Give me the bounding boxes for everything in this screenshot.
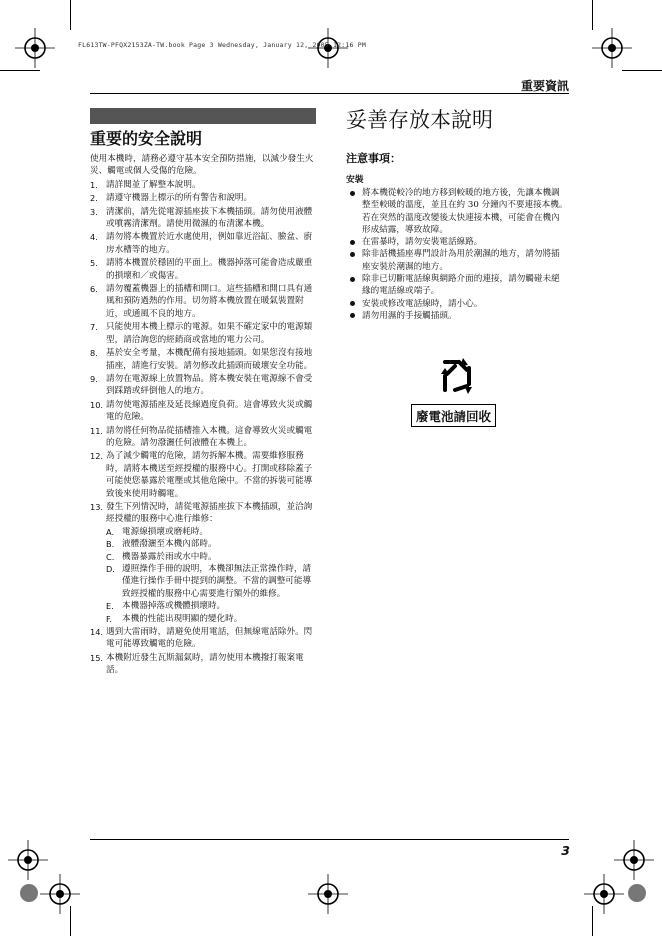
safety-item	[90, 283, 316, 320]
sub-item-letter: E.	[106, 601, 114, 612]
section-bar	[90, 108, 316, 124]
page-number: 3	[561, 843, 570, 858]
recycle-label: 廢電池請回收	[411, 404, 496, 427]
registration-mark-icon	[592, 28, 632, 68]
safety-item	[90, 206, 316, 231]
item-text: 請勿在電源線上放置物品。將本機安裝在電源線不會受到踩踏或絆倒他人的地方。	[106, 373, 313, 397]
install-list	[346, 187, 568, 322]
install-heading: 安裝	[346, 175, 364, 185]
item-text: 請詳閱並了解整本說明。	[106, 179, 201, 190]
header-rule	[90, 93, 569, 94]
item-text: 請勿覆蓋機器上的插槽和開口。這些插槽和開口具有通風和預防過熱的作用。切勿將本機放置在暖氣裝置附近，或通風不良的地方。	[106, 284, 313, 319]
safety-instructions-section	[90, 108, 316, 678]
item-number: 15.	[90, 652, 104, 663]
item-text: 遇到大雷雨時，請避免使用電話，但無線電話除外。閃電可能導致觸電的危險。	[106, 627, 313, 650]
safety-item	[90, 373, 316, 398]
safety-item	[90, 231, 316, 256]
crop-line	[622, 70, 662, 71]
sub-list	[106, 526, 316, 625]
safety-item	[90, 652, 316, 677]
intro-text: 使用本機時，請務必遵守基本安全預防措施，以減少發生火災、觸電或個人受傷的危險。	[90, 154, 314, 177]
battery-recycle-notice	[411, 356, 505, 427]
running-header: 重要資訊	[520, 79, 569, 93]
storage-notes-section	[346, 106, 568, 322]
sub-item-letter: C.	[106, 551, 115, 562]
item-number: 14.	[90, 627, 104, 638]
sub-item-text: 遵照操作手冊的說明，本機卻無法正常操作時，請僅進行操作手冊中提到的調整。不當的調整可能導致經授權的服務中心需要進行額外的維修。	[122, 564, 312, 599]
install-bullet: 除非已切斷電話線與網路介面的連接，請勿觸碰未絕緣的電話線或端子。	[346, 273, 568, 298]
crop-line	[70, 906, 71, 936]
sub-item-letter: A.	[106, 526, 115, 537]
crop-line	[70, 0, 71, 30]
crop-line	[0, 70, 40, 71]
registration-mark-icon	[40, 874, 80, 914]
crop-line	[592, 906, 593, 936]
item-text: 為了減少觸電的危險，請勿拆解本機。需要維修服務時，請將本機送至經授權的服務中心。打開或移除蓋子可能使您暴露於電壓或其他危險中。不當的拆裝可能導致後來使用時觸電。	[106, 451, 313, 499]
sub-item-text: 本機器掉落或機體損壞時。	[122, 601, 226, 612]
item-number: 6.	[90, 284, 98, 295]
safety-item	[90, 399, 316, 424]
sub-item	[106, 613, 316, 625]
install-bullet: 在雷暴時，請勿安裝電話線路。	[346, 236, 568, 248]
sub-item	[106, 563, 316, 600]
install-bullet: 除非話機插座專門設計為用於潮濕的地方，請勿將插座安裝於潮濕的地方。	[346, 248, 568, 273]
safety-item	[90, 501, 316, 625]
item-text: 請遵守機器上標示的所有警告和說明。	[106, 193, 253, 204]
safety-item	[90, 257, 316, 282]
item-text: 基於安全考量，本機配備有接地插頭。如果您沒有接地插座，請進行安裝。請勿修改此插頭而破壞安全功能。	[106, 348, 313, 371]
sub-item	[106, 538, 316, 550]
item-number: 4.	[90, 232, 98, 243]
sub-item-text: 液體潑灑至本機內部時。	[122, 539, 217, 550]
item-text: 本機附近發生瓦斯漏氣時，請勿使用本機撥打報案電話。	[106, 652, 304, 676]
crop-mark-filled-circle	[20, 884, 38, 902]
safety-item	[90, 179, 316, 191]
section-title: 妥善存放本說明	[346, 108, 493, 132]
footer-rule	[90, 839, 569, 840]
sub-item	[106, 551, 316, 563]
safety-item	[90, 347, 316, 372]
item-text: 清潔前，請先從電源插座拔下本機插頭。請勿使用液體或噴霧清潔劑。請使用微濕的布清潔本機。	[106, 206, 313, 230]
sub-item-text: 本機的性能出現明顯的變化時。	[122, 613, 243, 624]
safety-item	[90, 192, 316, 204]
sub-item-letter: D.	[106, 564, 115, 574]
section-title: 重要的安全說明	[90, 129, 203, 148]
registration-mark-icon	[308, 874, 348, 914]
install-bullet: 請勿用濕的手接觸插頭。	[346, 310, 568, 322]
sub-item	[106, 600, 316, 612]
safety-item	[90, 450, 316, 500]
sub-item-letter: B.	[106, 539, 115, 550]
safety-item	[90, 626, 316, 651]
item-number: 5.	[90, 258, 98, 269]
safety-item	[90, 321, 316, 346]
registration-mark-icon	[15, 28, 55, 68]
crop-line	[592, 0, 593, 30]
recycle-icon	[437, 356, 477, 396]
sub-item	[106, 526, 316, 538]
item-number: 3.	[90, 206, 98, 217]
item-number: 1.	[90, 179, 98, 190]
item-number: 11.	[90, 425, 104, 436]
sub-item-text: 機器暴露於雨或水中時。	[122, 551, 217, 562]
item-number: 10.	[90, 399, 104, 410]
safety-list	[90, 179, 316, 677]
item-text: 只能使用本機上標示的電源。如果不確定家中的電源類型，請洽詢您的經銷商或當地的電力公司。	[106, 322, 313, 345]
item-number: 2.	[90, 193, 98, 204]
item-text: 請將本機置於穩固的平面上。機器掉落可能會造成嚴重的損壞和／或傷害。	[106, 258, 313, 281]
print-info-line: FL613TW-PFQX2153ZA-TW.book Page 3 Wednesday, January 12, 2005 12:16 PM	[78, 41, 366, 49]
crop-mark-filled-circle	[628, 884, 646, 902]
item-text: 請勿使電源插座及延長線過度負荷。這會導致火災或觸電的危險。	[106, 399, 313, 423]
sub-item-text: 電源線損壞或磨耗時。	[122, 526, 208, 537]
item-number: 7.	[90, 322, 98, 333]
item-number: 13.	[90, 501, 104, 512]
item-text: 發生下列情況時，請從電源插座拔下本機插頭，並洽詢經授權的服務中心進行維修：	[106, 501, 313, 525]
notes-heading: 注意事項：	[346, 152, 401, 165]
install-bullet: 安裝或修改電話線時，請小心。	[346, 298, 568, 310]
item-number: 9.	[90, 373, 98, 384]
item-text: 請勿將任何物品從插槽推入本機。這會導致火災或觸電的危險。請勿潑灑任何液體在本機上。	[106, 425, 313, 448]
item-number: 12.	[90, 451, 104, 462]
sub-item-letter: F.	[106, 613, 112, 624]
item-number: 8.	[90, 348, 98, 359]
install-bullet: 將本機從較冷的地方移到較暖的地方後，先讓本機調整至較暖的溫度，並且在約 30 分鐘內不要連接本機。若在突然的溫度改變後太快連接本機，可能會在機內形成結露，導致故障。	[346, 187, 568, 236]
safety-item	[90, 425, 316, 450]
registration-mark-icon	[584, 874, 624, 914]
item-text: 請勿將本機置於近水處使用，例如靠近浴缸、臉盆、廚房水槽等的地方。	[106, 232, 313, 255]
